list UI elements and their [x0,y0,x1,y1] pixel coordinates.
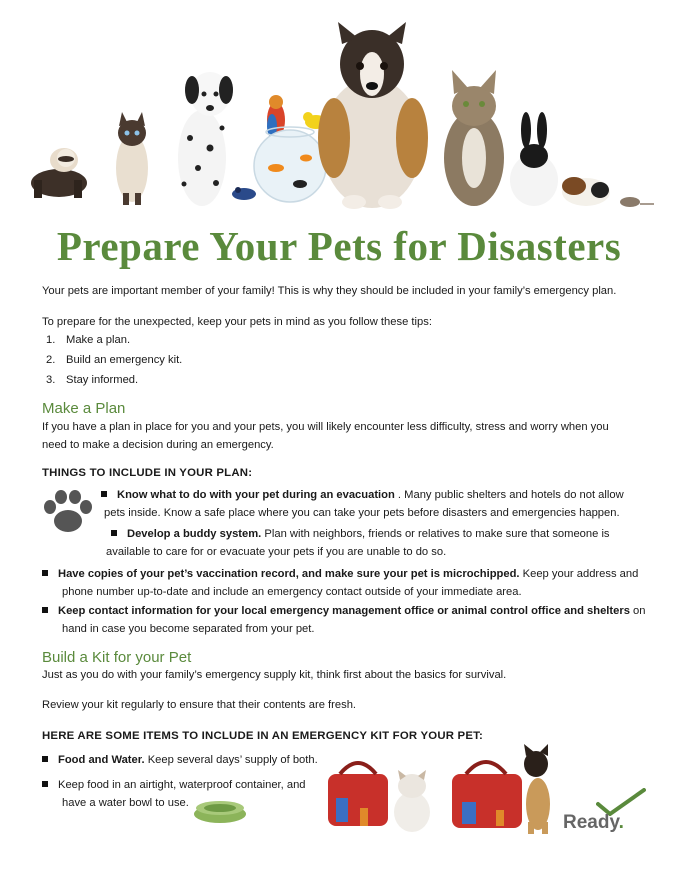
intro-paragraph: Your pets are important member of your family! This is why they should be included in your family’s emergency plan. [42,285,617,297]
list-item: 1. Make a plan. [46,334,131,346]
plan-item-vaccination: Have copies of your pet’s vaccination record, and make sure your pet is microchipped. Keep your address and phone number up-to-date and include an emergency contact outside of your immediate area. [42,566,642,601]
white-cat-illustration [394,770,430,832]
kit-items-heading: HERE ARE SOME ITEMS TO INCLUDE IN AN EMERGENCY KIT FOR YOUR PET: [42,730,484,742]
section-heading-make-a-plan: Make a Plan [42,400,126,417]
frog-illustration [232,187,256,200]
dalmatian-illustration [178,72,233,206]
plan-item-contact-info: Keep contact information for your local emergency management office or animal control office and shelters on hand in case you become separated from your pet. [42,603,652,638]
tips-intro: To prepare for the unexpected, keep your pets in mind as you follow these tips: [42,316,432,328]
page-title: Prepare Your Pets for Disasters [56,223,622,269]
kit-item-food-container: Keep food in an airtight, waterproof container, and have a water bowl to use. [42,777,342,812]
list-item: 2. Build an emergency kit. [46,354,183,366]
build-kit-body-1: Just as you do with your family’s emergency supply kit, think first about the basics for survival. [42,669,507,681]
bullet-icon [42,607,48,613]
list-item: 3. Stay informed. [46,374,139,386]
ready-logo: Ready. [563,812,624,833]
siamese-cat-illustration [116,112,148,205]
mouse-illustration [620,197,654,207]
rabbit-illustration [510,112,558,206]
kit-item-food-water: Food and Water. Keep several days’ supply of both. [42,752,342,770]
red-bag-right-illustration [452,762,522,828]
plan-item-evacuation: Know what to do with your pet during an evacuation . Many public shelters and hotels do not allow pets inside. Know a safe place where you can take your pets before disasters and emergencies happen. [101,487,641,522]
ferret-illustration [31,148,87,198]
red-bag-left-illustration [328,763,388,826]
bullet-icon [42,756,48,762]
pets-banner-image [14,8,664,213]
things-to-include-heading: THINGS TO INCLUDE IN YOUR PLAN: [42,467,253,479]
tips-list [46,330,182,390]
section-heading-build-a-kit: Build a Kit for your Pet [42,649,192,666]
fishbowl-illustration [254,127,326,202]
tabby-cat-illustration [444,70,504,206]
collie-dog-illustration [318,22,428,209]
plan-item-buddy-system: Develop a buddy system. Plan with neighbors, friends or relatives to make sure that someone is available to care for or evacuate your pets if you are unable to do so. [106,528,610,558]
paw-print-icon [40,489,96,533]
water-bowl-illustration [194,801,246,823]
make-plan-body: If you have a plan in place for you and your pets, you will likely encounter less difficulty, stress and worry when you need to make a decision during an emergency. [42,421,609,451]
build-kit-body-2: Review your kit regularly to ensure that their contents are fresh. [42,699,357,711]
bullet-icon [42,781,48,787]
bullet-icon [101,491,107,497]
guinea-pig-illustration [562,177,610,206]
bullet-icon [111,530,117,536]
puppy-illustration [524,744,550,834]
bullet-icon [42,570,48,576]
